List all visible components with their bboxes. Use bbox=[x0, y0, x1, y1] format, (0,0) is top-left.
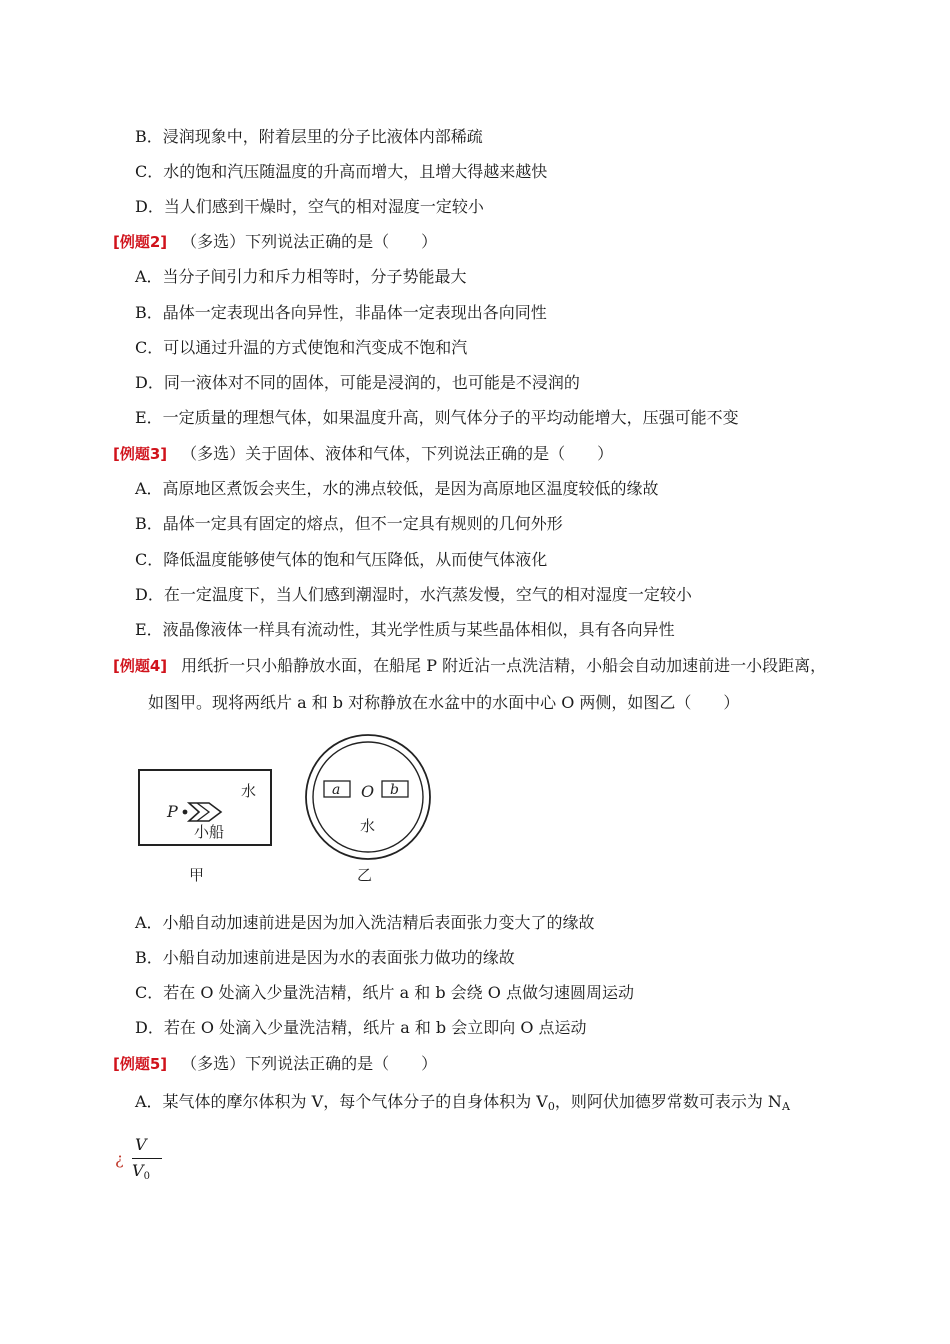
formula-numerator: V bbox=[135, 1135, 147, 1154]
boat-shape bbox=[189, 803, 221, 821]
formula-denominator bbox=[132, 1161, 150, 1182]
yi-o-label: O bbox=[361, 782, 375, 801]
q3-option-e: E．液晶像液体一样具有流动性，其光学性质与某些晶体相似，具有各向异性 bbox=[135, 620, 675, 639]
q1-option-b: B．浸润现象中，附着层里的分子比液体内部稀疏 bbox=[135, 127, 483, 146]
formula-mark: ¿ bbox=[115, 1149, 124, 1168]
q2-option-c: C．可以通过升温的方式使饱和汽变成不饱和汽 bbox=[135, 338, 468, 357]
q5-option-a-text: A．某气体的摩尔体积为 V，每个气体分子的自身体积为 V bbox=[135, 1092, 548, 1111]
q4-stem-1: 用纸折一只小船静放水面，在船尾 P 附近沾一点洗洁精，小船会自动加速前进一小段距离， bbox=[181, 656, 827, 675]
q5-stem-line bbox=[113, 1053, 437, 1075]
q2-stem: （多选）下列说法正确的是（ ） bbox=[181, 232, 438, 251]
q3-label: [例题3] bbox=[113, 445, 168, 463]
q2-option-e: E．一定质量的理想气体，如果温度升高，则气体分子的平均动能增大，压强可能不变 bbox=[135, 408, 739, 427]
q3-stem: （多选）关于固体、液体和气体，下列说法正确的是（ ） bbox=[181, 444, 614, 463]
q5-option-a-mid: ，则阿伏加德罗常数可表示为 N bbox=[554, 1092, 782, 1111]
yi-caption: 乙 bbox=[357, 866, 373, 884]
q4-stem-line1 bbox=[113, 655, 826, 677]
formula-bar bbox=[132, 1158, 162, 1159]
q1-option-c: C．水的饱和汽压随温度的升高而增大，且增大得越来越快 bbox=[135, 162, 548, 181]
jia-water-label: 水 bbox=[241, 782, 257, 800]
yi-water-label: 水 bbox=[360, 817, 376, 835]
jia-boat-label: 小船 bbox=[194, 823, 225, 841]
q3-option-c: C．降低温度能够使气体的饱和气压降低，从而使气体液化 bbox=[135, 550, 548, 569]
q4-stem-line2: 如图甲。现将两纸片 a 和 b 对称静放在水盆中的水面中心 O 两侧，如图乙（ ） bbox=[148, 693, 740, 712]
q5-option-a bbox=[135, 1091, 790, 1118]
q5-stem: （多选）下列说法正确的是（ ） bbox=[181, 1054, 438, 1073]
q4-figure bbox=[125, 725, 445, 890]
q5-label: [例题5] bbox=[113, 1055, 168, 1073]
formula-den-sub: 0 bbox=[143, 1171, 150, 1182]
jia-p-label: P bbox=[167, 802, 178, 821]
q2-option-d: D．同一液体对不同的固体，可能是浸润的，也可能是不浸润的 bbox=[135, 373, 580, 392]
q3-option-b: B．晶体一定具有固定的熔点，但不一定具有规则的几何外形 bbox=[135, 514, 563, 533]
jia-p-dot bbox=[183, 810, 188, 815]
q5-option-a-sub0: 0 bbox=[547, 1100, 555, 1113]
q3-option-d: D．在一定温度下，当人们感到潮湿时，水汽蒸发慢，空气的相对湿度一定较小 bbox=[135, 585, 692, 604]
q4-option-a: A．小船自动加速前进是因为加入洗洁精后表面张力变大了的缘故 bbox=[135, 913, 595, 932]
yi-a-label: a bbox=[332, 782, 341, 798]
q2-stem-line bbox=[113, 231, 437, 253]
q2-option-b: B．晶体一定表现出各向异性，非晶体一定表现出各向同性 bbox=[135, 303, 547, 322]
q2-option-a: A．当分子间引力和斥力相等时，分子势能最大 bbox=[135, 267, 467, 286]
formula-den-v: V bbox=[132, 1161, 144, 1180]
q5-option-a-subA: A bbox=[781, 1100, 790, 1113]
yi-b-label: b bbox=[390, 782, 399, 798]
q3-stem-line bbox=[113, 443, 613, 465]
q4-label: [例题4] bbox=[113, 657, 168, 675]
q4-option-c: C．若在 O 处滴入少量洗洁精，纸片 a 和 b 会绕 O 点做匀速圆周运动 bbox=[135, 983, 634, 1002]
q4-option-d: D．若在 O 处滴入少量洗洁精，纸片 a 和 b 会立即向 O 点运动 bbox=[135, 1018, 587, 1037]
q1-option-d: D．当人们感到干燥时，空气的相对湿度一定较小 bbox=[135, 197, 484, 216]
q4-option-b: B．小船自动加速前进是因为水的表面张力做功的缘故 bbox=[135, 948, 515, 967]
q3-option-a: A．高原地区煮饭会夹生，水的沸点较低，是因为高原地区温度较低的缘故 bbox=[135, 479, 659, 498]
jia-caption: 甲 bbox=[189, 866, 205, 884]
q2-label: [例题2] bbox=[113, 233, 168, 251]
